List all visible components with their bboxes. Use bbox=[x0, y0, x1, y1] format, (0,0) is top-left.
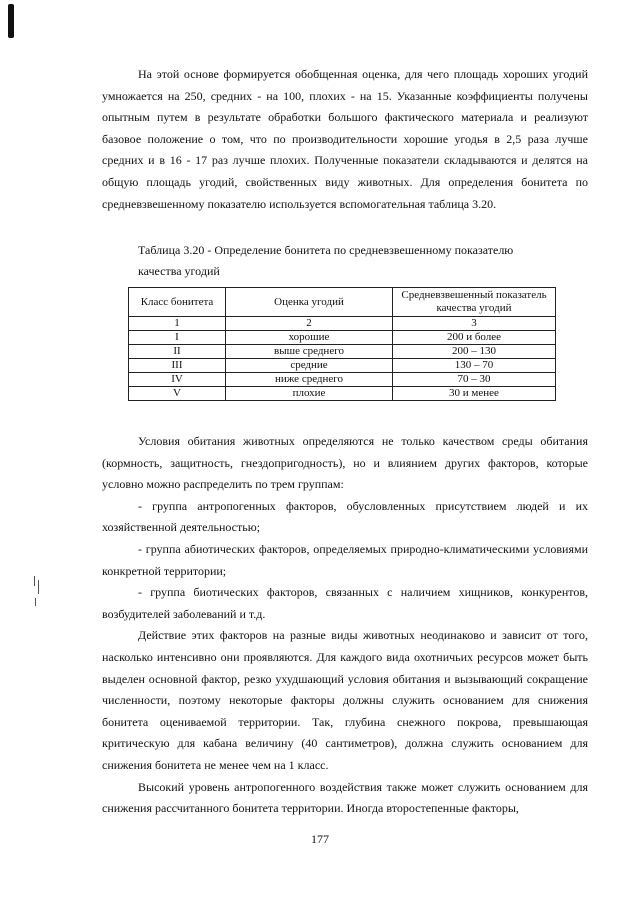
table-row bbox=[129, 387, 556, 401]
table-row bbox=[129, 373, 556, 387]
list-item-abiotic: - группа абиотических факторов, определяемых природно-климатическими условиями конкретной территории; bbox=[102, 541, 588, 578]
table-row bbox=[129, 345, 556, 359]
header-rating: Оценка угодий bbox=[226, 288, 393, 317]
cell-class: II bbox=[129, 345, 226, 359]
cell-rating: средние bbox=[226, 359, 393, 373]
table-header-row bbox=[129, 288, 556, 317]
column-number: 3 bbox=[393, 317, 556, 331]
cell-rating: выше среднего bbox=[226, 345, 393, 359]
intro-section bbox=[102, 64, 588, 215]
cell-index: 200 – 130 bbox=[393, 345, 556, 359]
body-section bbox=[102, 431, 588, 820]
cell-class: I bbox=[129, 331, 226, 345]
table-row bbox=[129, 359, 556, 373]
list-item-anthropogenic: - группа антропогенных факторов, обусловленных присутствием людей и их хозяйственной деятельностью; bbox=[102, 498, 588, 535]
cell-rating: хорошие bbox=[226, 331, 393, 345]
page-number: 177 bbox=[311, 832, 329, 846]
cell-rating: плохие bbox=[226, 387, 393, 401]
table-caption: Таблица 3.20 - Определение бонитета по средневзвешенному показателю качества угодий bbox=[138, 243, 514, 278]
cell-class: III bbox=[129, 359, 226, 373]
bonitet-table bbox=[128, 287, 556, 401]
cell-index: 70 – 30 bbox=[393, 373, 556, 387]
scan-speck bbox=[38, 580, 39, 594]
column-number: 1 bbox=[129, 317, 226, 331]
cell-index: 200 и более bbox=[393, 331, 556, 345]
header-index: Средневзвешенный показатель качества угодий bbox=[393, 288, 556, 317]
scan-speck bbox=[34, 576, 35, 586]
table-row bbox=[129, 331, 556, 345]
scan-speck bbox=[35, 598, 36, 606]
paragraph-intro: На этой основе формируется обобщенная оценка, для чего площадь хороших угодий умножается на 250, средних - на 100, плохих - на 15. Указанные коэффициенты получены опытным путем в результате обработки большого фактического материала и реализуют базовое положение о том, что по производительности хорошие угодья в 2,5 раза лучше средних и в 16 - 17 раз лучше плохих. Полученные показатели складываются и делятся на общую площадь угодий, свойственных виду животных. Для определения бонитета по средневзвешенному показателю используется вспомогательная таблица 3.20. bbox=[102, 67, 588, 211]
header-class: Класс бонитета bbox=[129, 288, 226, 317]
list-item-biotic: - группа биотических факторов, связанных с наличием хищников, конкурентов, возбудителей заболеваний и т.д. bbox=[102, 585, 588, 621]
cell-class: IV bbox=[129, 373, 226, 387]
scan-binding-mark bbox=[8, 4, 14, 38]
cell-class: V bbox=[129, 387, 226, 401]
paragraph-factors: Действие этих факторов на разные виды животных неодинаково и зависит от того, насколько интенсивно они проявляются. Для каждого вида охотничьих ресурсов может быть выделен основной фактор, резко ухудшающий условия обитания и вызывающий сокращение численности, поэтому некоторые факторы должны служить основанием для снижения бонитета оцениваемой территории. Так, глубина снежного покрова, превышающая критическую для кабана величину (40 сантиметров), должна служить основанием для снижения бонитета не менее чем на 1 класс. bbox=[102, 628, 588, 772]
cell-rating: ниже среднего bbox=[226, 373, 393, 387]
paragraph-conditions: Условия обитания животных определяются не только качеством среды обитания (кормность, защитность, гнездопригодность), но и влиянием других факторов, которые условно можно распределить по трем группам: bbox=[102, 434, 588, 492]
paragraph-anthropogenic-impact: Высокий уровень антропогенного воздействия также может служить основанием для снижения рассчитанного бонитета территории. Иногда второстепенные факторы, bbox=[102, 779, 588, 816]
column-number-row bbox=[129, 317, 556, 331]
column-number: 2 bbox=[226, 317, 393, 331]
cell-index: 130 – 70 bbox=[393, 359, 556, 373]
cell-index: 30 и менее bbox=[393, 387, 556, 401]
